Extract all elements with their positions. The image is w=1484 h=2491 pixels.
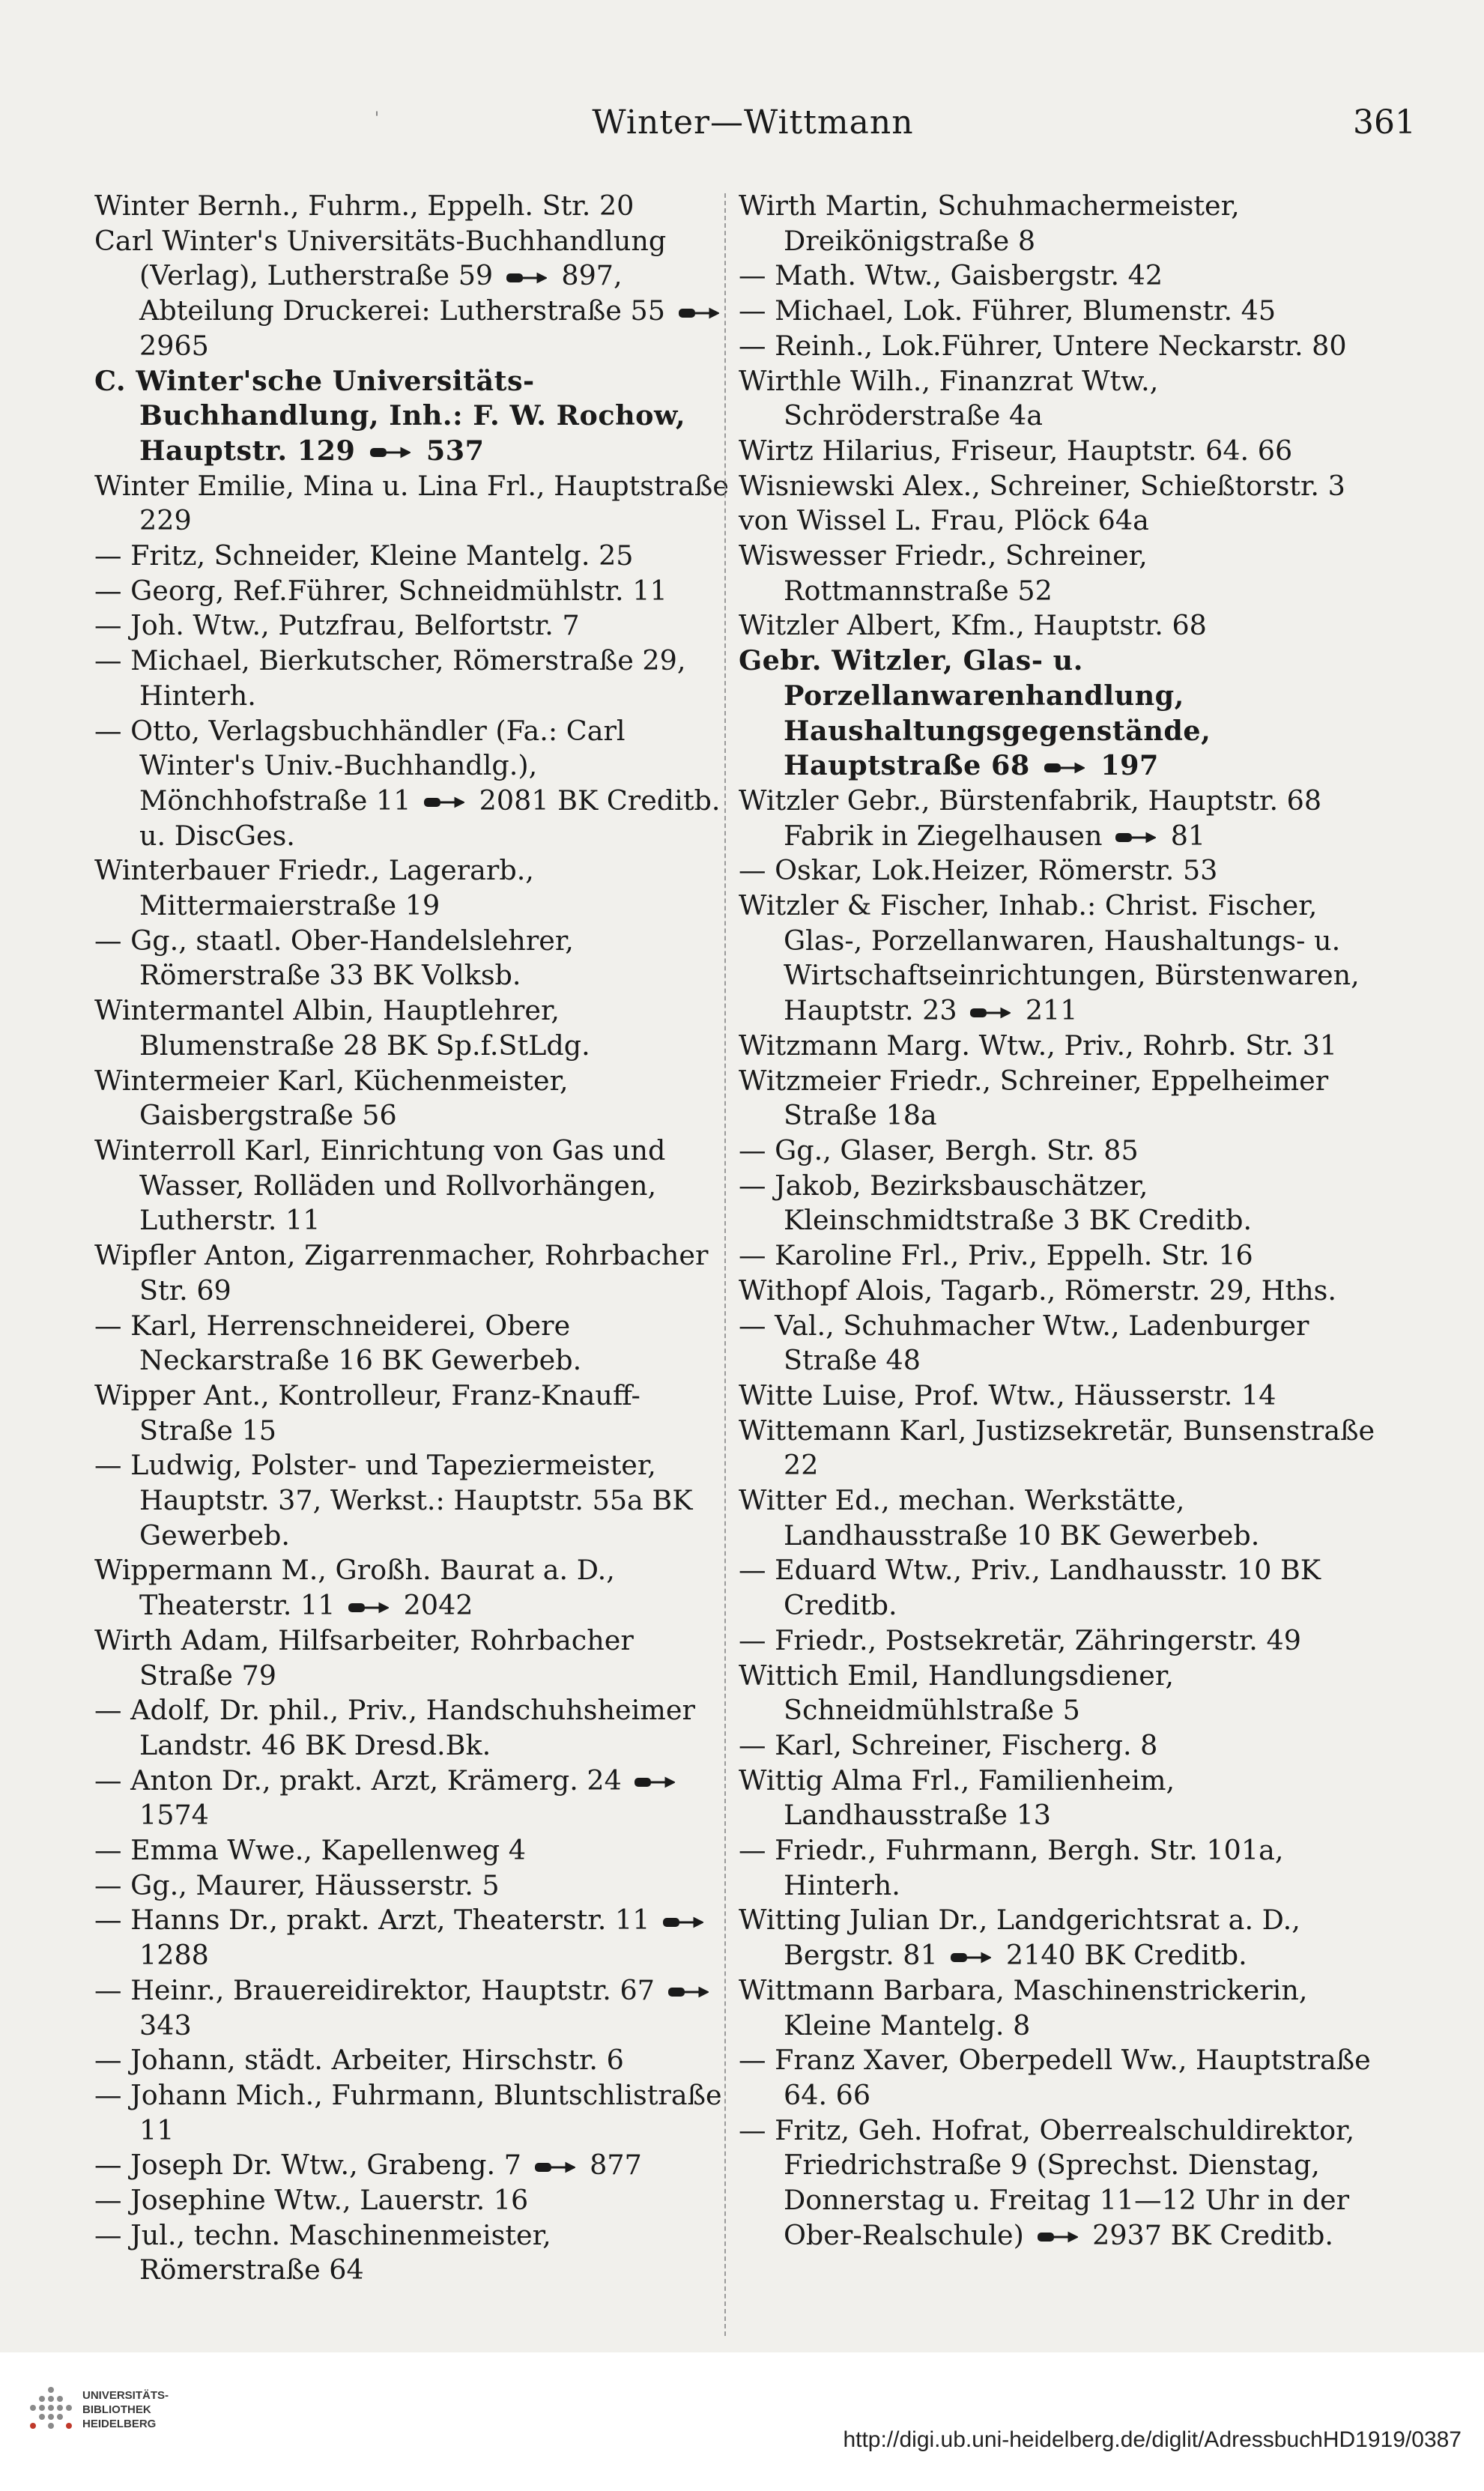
entry-text: Wirthle Wilh., Finanzrat Wtw., Schröderstraße 4a — [739, 364, 1159, 432]
directory-entry — [739, 1659, 1375, 1728]
entry-text: — Karl, Schreiner, Fischerg. 8 — [739, 1728, 1158, 1761]
entry-text: — Otto, Verlagsbuchhändler (Fa.: Carl Winter's Univ.-Buchhandlg.), Mönchhofstraße 11 — [94, 714, 626, 817]
entry-text: Winterbauer Friedr., Lagerarb., Mittermaierstraße 19 — [94, 854, 534, 922]
entry-text: 2965 — [139, 329, 209, 362]
directory-entry — [94, 1133, 731, 1238]
entry-text: — Reinh., Lok.Führer, Untere Neckarstr. 80 — [739, 329, 1347, 362]
entry-text: — Hanns Dr., prakt. Arzt, Theaterstr. 11 — [94, 1904, 659, 1937]
entry-text: 2081 BK Creditb. u. DiscGes. — [139, 784, 721, 852]
library-logo-icon — [21, 2382, 81, 2442]
entry-text: Witter Ed., mechan. Werkstätte, Landhausstraße 10 BK Gewerbeb. — [739, 1484, 1260, 1552]
directory-entry — [739, 853, 1375, 889]
directory-entry — [739, 2113, 1375, 2254]
library-name — [82, 2388, 169, 2431]
entry-text: Wittmann Barbara, Maschinenstrickerin, Kleine Mantelg. 8 — [739, 1973, 1308, 2041]
entry-text: Wintermantel Albin, Hauptlehrer, Blumenstraße 28 BK Sp.f.StLdg. — [94, 994, 590, 1062]
telephone-icon — [1114, 830, 1156, 845]
directory-entry — [739, 1169, 1375, 1238]
directory-entry — [94, 2043, 731, 2078]
entry-text: von Wissel L. Frau, Plöck 64a — [739, 504, 1149, 537]
entry-text: 1574 — [139, 1799, 209, 1832]
entry-text: — Michael, Lok. Führer, Blumenstr. 45 — [739, 294, 1276, 327]
entry-text: 343 — [139, 2009, 192, 2041]
entry-text: Winter Emilie, Mina u. Lina Frl., Hauptstraße 229 — [94, 469, 729, 537]
entry-text: Witzler & Fischer, Inhab.: Christ. Fischer, Glas-, Porzellanwaren, Haushaltungs- u. Wirtschaftseinrichtungen, Bürstenwaren, Hauptstr. 23 — [739, 889, 1360, 1027]
entry-text: Wirth Adam, Hilfsarbeiter, Rohrbacher Straße 79 — [94, 1623, 634, 1692]
entry-text: — Karoline Frl., Priv., Eppelh. Str. 16 — [739, 1239, 1253, 1272]
entry-text: — Karl, Herrenschneiderei, Obere Neckarstraße 16 BK Gewerbeb. — [94, 1309, 582, 1377]
page-title: Winter—Wittmann — [592, 103, 914, 142]
entry-text: — Oskar, Lok.Heizer, Römerstr. 53 — [739, 854, 1218, 887]
right-column — [739, 189, 1375, 2253]
entry-text: — Franz Xaver, Oberpedell Ww., Hauptstraße 64. 66 — [739, 2044, 1371, 2111]
entry-text: — Gg., Glaser, Bergh. Str. 85 — [739, 1133, 1139, 1166]
directory-entry — [739, 1309, 1375, 1378]
directory-entry — [94, 224, 731, 364]
directory-entry — [94, 574, 731, 609]
entry-text: Carl Winter's Universitäts-Buchhandlung (Verlag), Lutherstraße 59 — [94, 224, 667, 292]
entry-text: Wirth Martin, Schuhmachermeister, Dreikönigstraße 8 — [739, 190, 1240, 257]
entry-text: 537 — [416, 434, 485, 467]
entry-text: 197 — [1091, 749, 1159, 782]
directory-entry — [739, 1274, 1375, 1309]
directory-entry — [94, 2078, 731, 2148]
entry-text: Witzmann Marg. Wtw., Priv., Rohrb. Str. 31 — [739, 1029, 1338, 1062]
entry-text: Winterroll Karl, Einrichtung von Gas und Wasser, Rolläden und Rollvorhängen, Lutherstr. 11 — [94, 1133, 666, 1237]
directory-entry — [739, 294, 1375, 329]
directory-entry — [94, 1973, 731, 2043]
entry-text: — Adolf, Dr. phil., Priv., Handschuhsheimer Landstr. 46 BK Dresd.Bk. — [94, 1694, 695, 1761]
entry-text: Wippermann M., Großh. Baurat a. D., Theaterstr. 11 — [94, 1554, 615, 1622]
directory-entry — [94, 1309, 731, 1378]
directory-entry — [739, 434, 1375, 469]
directory-entry — [94, 1553, 731, 1623]
entry-text: Witzler Gebr., Bürstenfabrik, Hauptstr. 68 Fabrik in Ziegelhausen — [739, 784, 1322, 852]
entry-text: — Heinr., Brauereidirektor, Hauptstr. 67 — [94, 1973, 664, 2006]
entry-text: — Friedr., Fuhrmann, Bergh. Str. 101a, Hinterh. — [739, 1834, 1284, 1901]
directory-entry — [94, 469, 731, 539]
directory-entry — [94, 1833, 731, 1868]
entry-text: — Gg., staatl. Ober-Handelslehrer, Römerstraße 33 BK Volksb. — [94, 924, 574, 992]
directory-entry — [739, 469, 1375, 504]
directory-entry — [739, 1133, 1375, 1169]
directory-entry — [739, 1903, 1375, 1973]
entry-text: 897, Abteilung Druckerei: Lutherstraße 55 — [139, 259, 674, 327]
entry-text: — Jakob, Bezirksbauschätzer, Kleinschmidtstraße 3 BK Creditb. — [739, 1169, 1253, 1237]
source-url[interactable]: http://digi.ub.uni-heidelberg.de/diglit/AdressbuchHD1919/0387 — [843, 2427, 1462, 2452]
directory-entry — [739, 1483, 1375, 1553]
telephone-icon — [661, 1915, 703, 1930]
directory-entry — [94, 853, 731, 923]
column-divider — [724, 193, 726, 2336]
telephone-icon — [347, 1600, 389, 1615]
entry-text: Gebr. Witzler, Glas- u. Porzellanwarenhandlung, Haushaltungsgegenstände, Hauptstraße 68 — [739, 644, 1211, 782]
telephone-icon — [369, 445, 411, 460]
entry-text: — Joh. Wtw., Putzfrau, Belfortstr. 7 — [94, 609, 580, 642]
entry-text: — Math. Wtw., Gaisbergstr. 42 — [739, 259, 1163, 292]
directory-entry — [94, 539, 731, 574]
telephone-icon — [667, 1985, 709, 2000]
directory-entry — [739, 503, 1375, 539]
directory-entry — [739, 364, 1375, 434]
directory-entry — [94, 1448, 731, 1553]
directory-entry — [94, 1903, 731, 1973]
directory-entry — [94, 714, 731, 854]
directory-entry — [94, 993, 731, 1063]
directory-entry — [739, 1414, 1375, 1483]
directory-entry — [94, 1764, 731, 1833]
directory-entry — [739, 1238, 1375, 1274]
entry-text: 211 — [1017, 994, 1078, 1027]
directory-entry — [94, 1693, 731, 1763]
entry-text: Winter Bernh., Fuhrm., Eppelh. Str. 20 — [94, 190, 635, 222]
entry-text: — Friedr., Postsekretär, Zähringerstr. 49 — [739, 1623, 1301, 1656]
directory-entry — [94, 1064, 731, 1133]
directory-entry — [94, 364, 731, 469]
library-name-line: UNIVERSITÄTS- — [82, 2389, 169, 2402]
entry-text: — Michael, Bierkutscher, Römerstraße 29, Hinterh. — [94, 644, 686, 712]
footer — [0, 2352, 1484, 2491]
directory-entry — [94, 189, 731, 224]
directory-entry — [739, 1728, 1375, 1764]
entry-text: 2042 — [395, 1589, 473, 1622]
directory-entry — [94, 644, 731, 713]
entry-text: 877 — [581, 2149, 642, 2182]
library-name-line: HEIDELBERG — [82, 2418, 157, 2430]
entry-text: Witting Julian Dr., Landgerichtsrat a. D., Bergstr. 81 — [739, 1904, 1300, 1972]
directory-entry — [94, 1623, 731, 1693]
directory-entry — [739, 329, 1375, 364]
directory-entry — [739, 2043, 1375, 2113]
entry-text: 2937 BK Creditb. — [1083, 2218, 1333, 2251]
entry-text: Withopf Alois, Tagarb., Römerstr. 29, Hths. — [739, 1274, 1336, 1307]
directory-entry — [739, 258, 1375, 294]
directory-entry — [739, 1764, 1375, 1833]
directory-entry — [739, 1623, 1375, 1659]
entry-text: — Gg., Maurer, Häusserstr. 5 — [94, 1868, 500, 1901]
entry-text: 2140 BK Creditb. — [997, 1939, 1247, 1972]
directory-entry — [739, 608, 1375, 644]
directory-entry — [739, 539, 1375, 608]
telephone-icon — [949, 1950, 991, 1965]
entry-text: — Val., Schuhmacher Wtw., Ladenburger Straße 48 — [739, 1309, 1309, 1377]
entry-text: Wittig Alma Frl., Familienheim, Landhausstraße 13 — [739, 1764, 1175, 1832]
directory-entry — [94, 1378, 731, 1448]
entry-text: — Johann, städt. Arbeiter, Hirschstr. 6 — [94, 2044, 624, 2077]
directory-entry — [94, 1238, 731, 1308]
telephone-icon — [677, 306, 719, 321]
entry-text: Witte Luise, Prof. Wtw., Häusserstr. 14 — [739, 1378, 1276, 1411]
entry-text: Wiswesser Friedr., Schreiner, Rottmannstraße 52 — [739, 539, 1148, 607]
entry-text: Wittemann Karl, Justizsekretär, Bunsenstraße 22 — [739, 1414, 1375, 1482]
left-column — [94, 189, 731, 2288]
page-number: 361 — [1353, 103, 1416, 142]
entry-text: — Joseph Dr. Wtw., Grabeng. 7 — [94, 2149, 530, 2182]
entry-text: — Josephine Wtw., Lauerstr. 16 — [94, 2184, 529, 2217]
entry-text: Wipfler Anton, Zigarrenmacher, Rohrbacher Str. 69 — [94, 1239, 709, 1307]
directory-entry — [739, 1064, 1375, 1133]
directory-entry — [94, 2148, 731, 2183]
entry-text: 1288 — [139, 1939, 209, 1972]
entry-text: — Anton Dr., prakt. Arzt, Krämerg. 24 — [94, 1764, 631, 1797]
directory-entry — [94, 2183, 731, 2218]
directory-entry — [739, 1973, 1375, 2043]
entry-text: Wintermeier Karl, Küchenmeister, Gaisbergstraße 56 — [94, 1064, 569, 1132]
entry-text: — Johann Mich., Fuhrmann, Bluntschlistraße 11 — [94, 2078, 722, 2146]
entry-text: Witzmeier Friedr., Schreiner, Eppelheimer Straße 18a — [739, 1064, 1329, 1132]
telephone-icon — [1043, 760, 1085, 775]
entry-text: — Emma Wwe., Kapellenweg 4 — [94, 1834, 526, 1867]
directory-entry — [739, 784, 1375, 853]
directory-entry — [94, 2218, 731, 2288]
entry-text: 81 — [1162, 819, 1206, 852]
entry-text: — Fritz, Geh. Hofrat, Oberrealschuldirektor, Friedrichstraße 9 (Sprechst. Dienstag, Donnerstag u. Freitag 11—12 Uhr in der Ober-Realschule) — [739, 2113, 1355, 2251]
directory-entry — [739, 889, 1375, 1029]
telephone-icon — [969, 1005, 1011, 1020]
telephone-icon — [423, 795, 464, 810]
directory-entry — [739, 1378, 1375, 1414]
entry-text: Witzler Albert, Kfm., Hauptstr. 68 — [739, 609, 1207, 642]
entry-text: — Ludwig, Polster- und Tapeziermeister, Hauptstr. 37, Werkst.: Hauptstr. 55a BK Gewerbeb. — [94, 1449, 693, 1552]
telephone-icon — [633, 1775, 675, 1790]
entry-text: Wittich Emil, Handlungsdiener, Schneidmühlstraße 5 — [739, 1659, 1174, 1727]
directory-entry — [739, 1029, 1375, 1064]
entry-text: — Georg, Ref.Führer, Schneidmühlstr. 11 — [94, 574, 667, 607]
entry-text: — Jul., techn. Maschinenmeister, Römerstraße 64 — [94, 2218, 551, 2286]
running-header — [90, 103, 1416, 148]
telephone-icon — [505, 270, 547, 285]
directory-entry — [94, 608, 731, 644]
directory-entry — [739, 1553, 1375, 1623]
entry-text: Wirtz Hilarius, Friseur, Hauptstr. 64. 66 — [739, 434, 1293, 467]
entry-text: C. Winter'sche Universitäts-Buchhandlung, Inh.: F. W. Rochow, Hauptstr. 129 — [94, 364, 686, 467]
entry-text: Wipper Ant., Kontrolleur, Franz-Knauff-Straße 15 — [94, 1378, 640, 1447]
directory-entry — [739, 644, 1375, 784]
entry-text: — Eduard Wtw., Priv., Landhausstr. 10 BK Creditb. — [739, 1554, 1321, 1622]
directory-entry — [94, 924, 731, 993]
scan-mark: ' — [375, 109, 380, 128]
library-name-line: BIBLIOTHEK — [82, 2403, 151, 2416]
telephone-icon — [1036, 2230, 1078, 2245]
directory-entry — [739, 1833, 1375, 1903]
entry-text: Wisniewski Alex., Schreiner, Schießtorstr. 3 — [739, 469, 1345, 502]
telephone-icon — [533, 2160, 575, 2175]
entry-text: — Fritz, Schneider, Kleine Mantelg. 25 — [94, 539, 634, 572]
directory-entry — [94, 1868, 731, 1904]
directory-entry — [739, 189, 1375, 258]
